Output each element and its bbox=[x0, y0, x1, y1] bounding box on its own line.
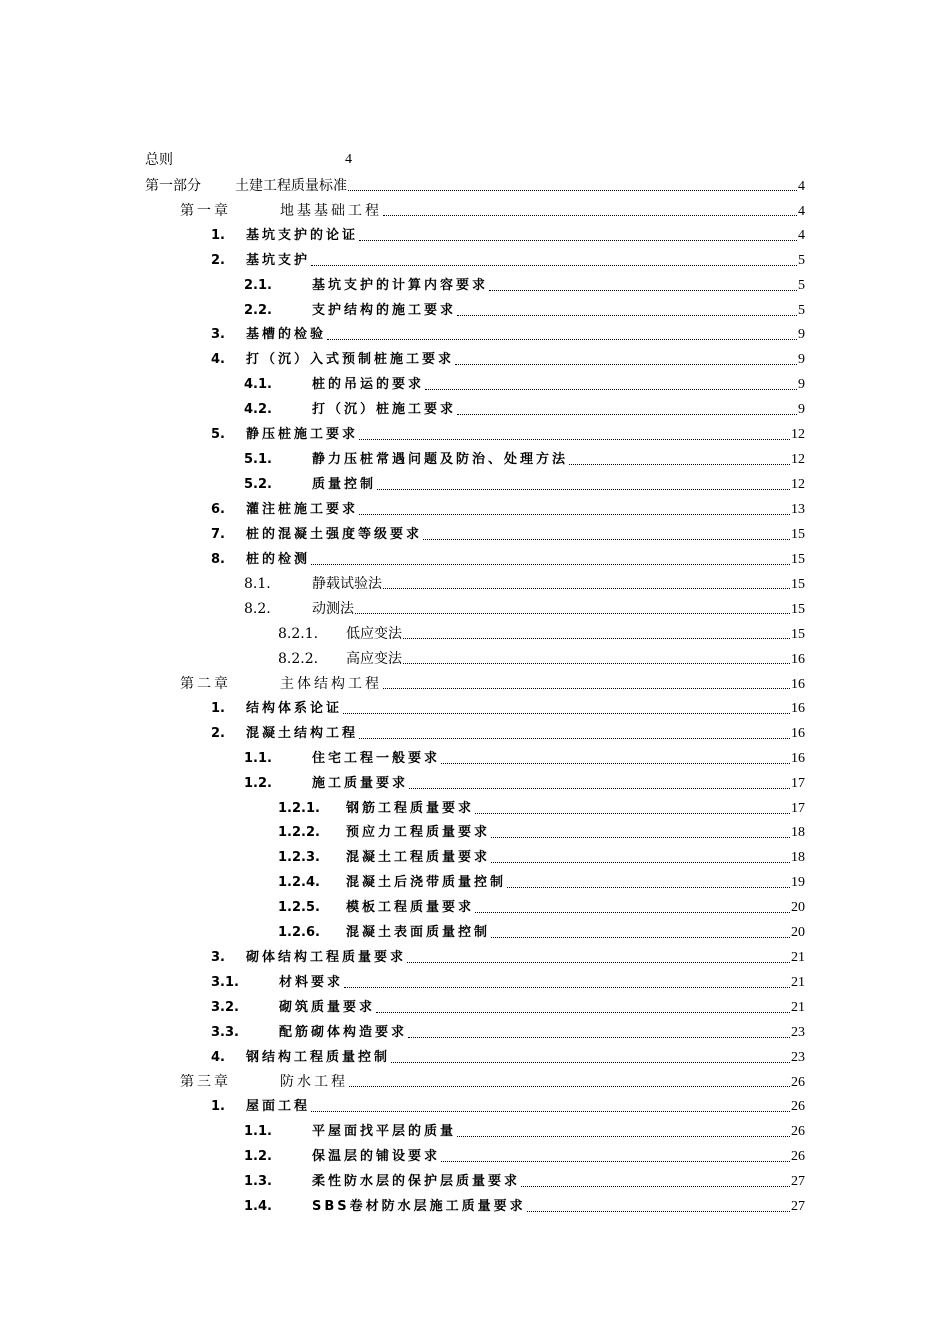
toc-entry-number: 4. bbox=[211, 352, 225, 368]
toc-dot-leader bbox=[475, 911, 790, 913]
toc-entry-title: 低应变法 bbox=[346, 626, 402, 643]
toc-entry[interactable] bbox=[278, 799, 805, 819]
toc-entry-number: 第一部分 bbox=[145, 178, 201, 194]
toc-entry-number: 1. bbox=[211, 227, 225, 243]
toc-entry-title: 主体结构工程 bbox=[280, 676, 382, 692]
toc-entry-number: 1.3. bbox=[244, 1174, 272, 1189]
toc-entry-number: 1.2.1. bbox=[278, 800, 320, 816]
toc-entry[interactable] bbox=[211, 1097, 805, 1117]
toc-entry-page: 17 bbox=[791, 800, 805, 816]
toc-entry-title: 钢结构工程质量控制 bbox=[246, 1049, 391, 1065]
toc-entry-page: 20 bbox=[791, 925, 805, 940]
toc-dot-leader bbox=[491, 836, 790, 838]
toc-entry[interactable] bbox=[278, 873, 805, 893]
toc-entry-title: 施工质量要求 bbox=[312, 775, 409, 791]
toc-entry-title: SBS卷材防水层施工质量要求 bbox=[312, 1198, 526, 1214]
toc-entry-page: 27 bbox=[791, 1198, 805, 1214]
toc-dot-leader bbox=[311, 563, 790, 565]
toc-entry-title: 混凝土工程质量要求 bbox=[346, 850, 491, 866]
toc-entry-number: 第一章 bbox=[180, 202, 231, 219]
toc-dot-leader bbox=[376, 1011, 790, 1013]
toc-entry[interactable] bbox=[211, 699, 805, 719]
toc-entry[interactable] bbox=[278, 624, 805, 644]
toc-entry-number: 1. bbox=[211, 1099, 225, 1115]
toc-entry-page: 18 bbox=[791, 850, 805, 866]
toc-entry-title: 桩的混凝土强度等级要求 bbox=[246, 526, 423, 542]
toc-dot-leader bbox=[409, 787, 790, 789]
toc-dot-leader bbox=[425, 388, 797, 390]
toc-entry[interactable] bbox=[211, 1023, 805, 1043]
toc-entry-page: 4 bbox=[798, 203, 805, 219]
toc-dot-leader bbox=[391, 1061, 790, 1063]
toc-entry[interactable] bbox=[244, 400, 805, 420]
toc-entry-page: 27 bbox=[791, 1174, 805, 1189]
toc-entry-number: 8.2. bbox=[244, 601, 271, 618]
toc-dot-leader bbox=[359, 513, 790, 515]
toc-entry[interactable] bbox=[244, 475, 805, 495]
toc-entry[interactable] bbox=[180, 201, 805, 221]
toc-entry-page: 26 bbox=[791, 1075, 805, 1091]
toc-entry[interactable] bbox=[145, 176, 805, 196]
toc-entry-number: 2.2. bbox=[244, 302, 272, 318]
toc-entry-page: 4 bbox=[798, 179, 805, 194]
toc-dot-leader bbox=[311, 264, 797, 266]
toc-entry[interactable] bbox=[244, 749, 805, 769]
toc-dot-leader bbox=[407, 961, 790, 963]
toc-entry-title: 质量控制 bbox=[312, 476, 377, 492]
toc-entry-title: 静力压桩常遇问题及防治、处理方法 bbox=[312, 451, 569, 467]
toc-dot-leader bbox=[457, 413, 797, 415]
toc-entry-page: 20 bbox=[791, 900, 805, 916]
toc-dot-leader bbox=[441, 1160, 790, 1162]
toc-dot-leader bbox=[359, 438, 790, 440]
toc-dot-leader bbox=[349, 1085, 790, 1087]
toc-entry-title: 混凝土表面质量控制 bbox=[346, 925, 491, 940]
toc-dot-leader bbox=[491, 936, 790, 938]
toc-entry-number: 1.4. bbox=[244, 1198, 272, 1214]
toc-entry-page: 16 bbox=[791, 750, 805, 766]
toc-dot-leader bbox=[569, 463, 790, 465]
toc-entry[interactable] bbox=[211, 973, 805, 993]
toc-entry[interactable] bbox=[244, 450, 805, 470]
toc-entry-page: 23 bbox=[791, 1049, 805, 1065]
toc-entry-title: 材料要求 bbox=[279, 974, 344, 990]
toc-entry[interactable] bbox=[211, 948, 805, 968]
toc-entry[interactable] bbox=[211, 350, 805, 370]
toc-entry-page: 15 bbox=[791, 627, 805, 643]
toc-dot-leader bbox=[311, 1110, 790, 1112]
toc-entry-page: 26 bbox=[791, 1124, 805, 1140]
toc-entry-title: 预应力工程质量要求 bbox=[346, 825, 491, 841]
toc-entry-page: 4 bbox=[798, 227, 805, 243]
toc-dot-leader bbox=[383, 214, 797, 216]
toc-entry-title: 配筋砌体构造要求 bbox=[279, 1024, 408, 1040]
toc-entry-page: 5 bbox=[798, 277, 805, 293]
toc-dot-leader bbox=[455, 363, 797, 365]
toc-dot-leader bbox=[423, 538, 790, 540]
toc-entry[interactable] bbox=[244, 375, 805, 395]
toc-entry[interactable] bbox=[211, 550, 805, 570]
toc-dot-leader bbox=[359, 239, 797, 241]
toc-entry-number: 7. bbox=[211, 526, 225, 542]
toc-entry-number: 1.2.2. bbox=[278, 825, 320, 841]
toc-entry-page: 9 bbox=[798, 377, 805, 393]
toc-entry-page: 26 bbox=[791, 1099, 805, 1115]
toc-dot-leader bbox=[383, 587, 790, 589]
toc-dot-leader bbox=[408, 1036, 790, 1038]
toc-entry-title: 打（沉）桩施工要求 bbox=[312, 402, 457, 418]
toc-dot-leader bbox=[383, 687, 790, 689]
toc-entry-page: 12 bbox=[791, 451, 805, 467]
toc-entry-page: 21 bbox=[791, 999, 805, 1015]
toc-entry-title: 桩的吊运的要求 bbox=[312, 377, 425, 393]
toc-entry-title: 钢筋工程质量要求 bbox=[346, 800, 475, 816]
toc-entry-page: 15 bbox=[791, 551, 805, 567]
toc-entry-number: 1.2. bbox=[244, 1149, 272, 1165]
toc-entry[interactable] bbox=[211, 325, 805, 345]
toc-entry-title: 柔性防水层的保护层质量要求 bbox=[312, 1174, 521, 1189]
toc-entry-number: 1.2. bbox=[244, 775, 272, 791]
toc-dot-leader bbox=[457, 314, 797, 316]
toc-entry-title: 静压桩施工要求 bbox=[246, 427, 359, 442]
toc-entry-page: 23 bbox=[791, 1024, 805, 1040]
toc-entry[interactable] bbox=[211, 998, 805, 1018]
toc-entry-number: 2.1. bbox=[244, 277, 272, 293]
toc-dot-leader bbox=[344, 986, 790, 988]
toc-entry-number: 3.2. bbox=[211, 999, 239, 1015]
toc-entry[interactable] bbox=[211, 251, 805, 271]
toc-entry-title: 基坑支护的计算内容要求 bbox=[312, 277, 489, 293]
toc-entry-page: 13 bbox=[791, 501, 805, 517]
toc-dot-leader bbox=[348, 189, 797, 191]
toc-dot-leader bbox=[489, 289, 797, 291]
toc-dot-leader bbox=[521, 1185, 790, 1187]
toc-entry-title: 动测法 bbox=[312, 601, 354, 618]
toc-entry-title: 保温层的铺设要求 bbox=[312, 1149, 441, 1165]
toc-entry-number: 2. bbox=[211, 252, 225, 268]
toc-entry[interactable] bbox=[244, 1172, 805, 1192]
toc-entry[interactable] bbox=[278, 848, 805, 868]
toc-entry-page: 19 bbox=[791, 875, 805, 891]
toc-entry-title: 基槽的检验 bbox=[246, 327, 327, 343]
toc-entry-title: 住宅工程一般要求 bbox=[312, 750, 441, 766]
toc-entry[interactable] bbox=[211, 226, 805, 246]
toc-dot-leader bbox=[403, 637, 790, 639]
toc-entry[interactable] bbox=[244, 1122, 805, 1142]
toc-entry-number: 5.2. bbox=[244, 476, 272, 492]
toc-entry-page: 16 bbox=[791, 700, 805, 716]
toc-entry[interactable] bbox=[211, 525, 805, 545]
toc-entry-page: 9 bbox=[798, 327, 805, 343]
toc-dot-leader bbox=[457, 1135, 790, 1137]
toc-dot-leader bbox=[359, 737, 790, 739]
toc-entry-title: 混凝土后浇带质量控制 bbox=[346, 875, 507, 891]
toc-entry-title: 砌体结构工程质量要求 bbox=[246, 949, 407, 965]
toc-dot-leader bbox=[327, 338, 797, 340]
toc-entry-title: 灌注桩施工要求 bbox=[246, 501, 359, 517]
toc-entry-title: 桩的检测 bbox=[246, 551, 311, 567]
toc-entry-number: 4. bbox=[211, 1049, 225, 1065]
toc-entry-page: 5 bbox=[798, 252, 805, 268]
toc-entry-number: 5. bbox=[211, 427, 225, 442]
toc-general-label: 总则 bbox=[145, 152, 173, 168]
toc-entry-number: 3.1. bbox=[211, 974, 239, 990]
toc-entry-page: 16 bbox=[791, 652, 805, 668]
toc-entry-number: 3. bbox=[211, 949, 225, 965]
toc-entry-number: 2. bbox=[211, 725, 225, 741]
toc-entry[interactable] bbox=[244, 301, 805, 321]
toc-entry-number: 8. bbox=[211, 551, 225, 567]
toc-entry[interactable] bbox=[278, 923, 805, 943]
toc-entry-title: 高应变法 bbox=[346, 651, 402, 668]
toc-dot-leader bbox=[507, 886, 790, 888]
toc-dot-leader bbox=[491, 861, 790, 863]
toc-entry[interactable] bbox=[244, 774, 805, 794]
toc-entry[interactable] bbox=[211, 500, 805, 520]
toc-entry-title: 基坑支护的论证 bbox=[246, 227, 359, 243]
toc-entry-number: 1.2.3. bbox=[278, 850, 320, 866]
toc-entry-number: 8.2.2. bbox=[278, 651, 319, 668]
toc-entry[interactable] bbox=[244, 574, 805, 594]
toc-entry-page: 12 bbox=[791, 427, 805, 442]
toc-entry-number: 1. bbox=[211, 700, 225, 716]
toc-general-page: 4 bbox=[345, 152, 352, 167]
toc-entry-page: 21 bbox=[791, 949, 805, 965]
toc-entry-title: 屋面工程 bbox=[246, 1099, 311, 1115]
toc-entry-title: 结构体系论证 bbox=[246, 700, 343, 716]
toc-entry-number: 第三章 bbox=[180, 1074, 231, 1091]
toc-entry[interactable] bbox=[211, 1048, 805, 1068]
toc-entry-title: 打（沉）入式预制桩施工要求 bbox=[246, 352, 455, 368]
toc-entry-number: 4.1. bbox=[244, 377, 272, 393]
toc-entry-title: 混凝土结构工程 bbox=[246, 725, 359, 741]
toc-entry[interactable] bbox=[244, 276, 805, 296]
toc-entry-number: 1.2.6. bbox=[278, 925, 320, 940]
toc-entry[interactable] bbox=[244, 1197, 805, 1217]
toc-entry-title: 砌筑质量要求 bbox=[279, 999, 376, 1015]
toc-entry[interactable] bbox=[180, 1072, 805, 1092]
toc-dot-leader bbox=[441, 762, 790, 764]
toc-entry-title: 土建工程质量标准 bbox=[235, 178, 347, 194]
toc-entry-number: 1.2.5. bbox=[278, 900, 320, 916]
toc-entry-page: 5 bbox=[798, 302, 805, 318]
toc-entry[interactable] bbox=[244, 599, 805, 619]
toc-entry-page: 17 bbox=[791, 775, 805, 791]
toc-entry-page: 21 bbox=[791, 974, 805, 990]
toc-entry-title: 平屋面找平层的质量 bbox=[312, 1124, 457, 1140]
toc-entry[interactable] bbox=[278, 898, 805, 918]
toc-entry-number: 1.1. bbox=[244, 750, 272, 766]
toc-entry-number: 5.1. bbox=[244, 451, 272, 467]
toc-entry-page: 26 bbox=[791, 1149, 805, 1165]
toc-entry-page: 15 bbox=[791, 526, 805, 542]
toc-entry[interactable] bbox=[278, 823, 805, 843]
toc-entry-page: 15 bbox=[791, 602, 805, 618]
toc-entry-page: 18 bbox=[791, 825, 805, 841]
toc-entry-page: 9 bbox=[798, 402, 805, 418]
toc-entry[interactable] bbox=[244, 1147, 805, 1167]
toc-entry-number: 8.1. bbox=[244, 576, 271, 593]
toc-entry-title: 基坑支护 bbox=[246, 252, 311, 268]
toc-entry-number: 6. bbox=[211, 501, 225, 517]
toc-entry-number: 3. bbox=[211, 327, 225, 343]
toc-entry[interactable] bbox=[211, 724, 805, 744]
toc-entry-number: 1.1. bbox=[244, 1124, 272, 1140]
toc-entry-number: 4.2. bbox=[244, 402, 272, 418]
toc-entry-page: 15 bbox=[791, 577, 805, 593]
toc-entry-title: 静载试验法 bbox=[312, 576, 382, 593]
toc-entry-title: 支护结构的施工要求 bbox=[312, 302, 457, 318]
toc-entry-number: 1.2.4. bbox=[278, 875, 320, 891]
toc-dot-leader bbox=[377, 488, 790, 490]
toc-entry[interactable] bbox=[211, 425, 805, 445]
toc-entry-title: 防水工程 bbox=[280, 1074, 348, 1091]
toc-entry-number: 8.2.1. bbox=[278, 626, 319, 643]
toc-dot-leader bbox=[475, 812, 790, 814]
toc-dot-leader bbox=[343, 712, 790, 714]
toc-entry[interactable] bbox=[180, 674, 805, 694]
toc-entry-title: 模板工程质量要求 bbox=[346, 900, 475, 916]
toc-entry-number: 3.3. bbox=[211, 1024, 239, 1040]
toc-entry-page: 16 bbox=[791, 677, 805, 692]
toc-entry-page: 16 bbox=[791, 725, 805, 741]
toc-entry-title: 地基基础工程 bbox=[280, 202, 382, 219]
toc-dot-leader bbox=[403, 662, 790, 664]
toc-dot-leader bbox=[355, 612, 790, 614]
toc-dot-leader bbox=[527, 1210, 790, 1212]
toc-general-entry bbox=[145, 150, 352, 170]
toc-entry-page: 12 bbox=[791, 476, 805, 492]
toc-entry-page: 9 bbox=[798, 352, 805, 368]
toc-entry-number: 第二章 bbox=[180, 676, 231, 692]
toc-entry[interactable] bbox=[278, 649, 805, 669]
